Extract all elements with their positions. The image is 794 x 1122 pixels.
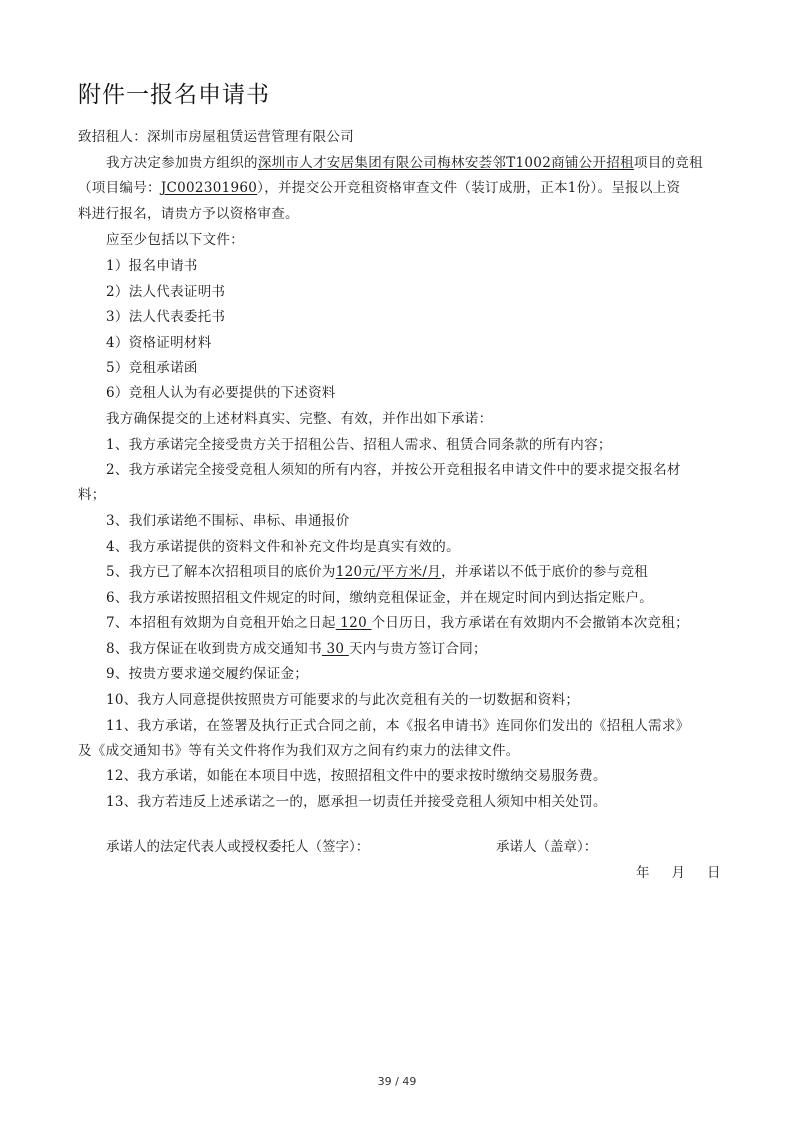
intro-suffix: 项目的竞租 [633, 155, 703, 171]
item5-prefix: 5、我方已了解本次招租项目的底价为 [106, 564, 336, 580]
contract-days: 30 [321, 641, 349, 657]
intro-line-3: 料进行报名，请贵方予以资格审查。 [78, 206, 299, 222]
intro-line-1 [106, 151, 703, 171]
item7-suffix: 个日历日，我方承诺在有效期内不会撤销本次竞租； [371, 615, 689, 631]
commitment-item-3: 3、我们承诺绝不围标、串标、串通报价 [106, 513, 350, 529]
commitment-item-2: 2、我方承诺完全接受竞租人须知的所有内容，并按公开竞租报名申请文件中的要求提交报名材 [106, 462, 681, 478]
page-number: 39 / 49 [377, 1075, 417, 1088]
item8-prefix: 8、我方保证在收到贵方成交通知书 [106, 641, 322, 657]
code-suffix: ），并提交公开竞租资格审查文件（装订成册，正本1份）。呈报以上资 [257, 180, 681, 196]
company-seal-label: 承诺人（盖章）： [496, 839, 598, 855]
project-code: JC002301960 [160, 180, 258, 196]
commitment-item-6: 6、我方承诺按照招租文件规定的时间，缴纳竞租保证金，并在规定时间内到达指定账户。 [106, 590, 654, 606]
commitment-item-12: 12、我方承诺，如能在本项目中选，按照招租文件中的要求按时缴纳交易服务费。 [106, 768, 607, 784]
commitment-item-10: 10、我方人同意提供按照贵方可能要求的与此次竞租有关的一切数据和资料； [106, 692, 580, 708]
date-month-label: 月 [671, 865, 685, 881]
commitment-item-9: 9、按贵方要求递交履约保证金； [106, 666, 309, 682]
organization-name: 深圳市人才安居集团有限公司 [257, 155, 438, 171]
commitment-item-4: 4、我方承诺提供的资料文件和补充文件均是真实有效的。 [106, 539, 460, 555]
commitment-item-5 [106, 560, 648, 580]
item5-suffix: ，并承诺以不低于底价的参与竞租 [441, 564, 649, 580]
validity-days: 120 [335, 615, 372, 631]
commitment-item-13: 13、我方若违反上述承诺之一的，愿承担一切责任并接受竞租人须知中相关处罚。 [106, 794, 607, 810]
item8-suffix: 天内与贵方签订合同； [348, 641, 487, 657]
document-title: 附件一报名申请书 [78, 82, 270, 108]
commitment-item-11-cont: 及《成交通知书》等有关文件将作为我们双方之间有约束力的法律文件。 [78, 743, 520, 759]
intro-line-2 [78, 176, 680, 196]
date-line [636, 861, 721, 881]
addressee: 致招租人：深圳市房屋租赁运营管理有限公司 [78, 129, 354, 145]
intro-prefix: 我方决定参加贵方组织的 [106, 155, 258, 171]
item7-prefix: 7、本招租有效期为自竞租开始之日起 [106, 615, 336, 631]
file-item: 1）报名申请书 [106, 258, 198, 274]
file-item: 5）竞租承诺函 [106, 360, 198, 376]
commitment-item-2-cont: 料； [78, 487, 106, 503]
file-item: 6）竞租人认为有必要提供的下述资料 [106, 385, 336, 401]
base-price: 120元/平方米/月 [335, 564, 442, 580]
date-year-label: 年 [636, 865, 650, 881]
file-item: 3）法人代表委托书 [106, 309, 226, 325]
commitment-item-7 [106, 611, 689, 631]
representative-signature-label: 承诺人的法定代表人或授权委托人（签字）： [106, 839, 370, 855]
date-day-label: 日 [707, 865, 721, 881]
commitment-item-1: 1、我方承诺完全接受贵方关于招租公告、招租人需求、租赁合同条款的所有内容； [106, 437, 612, 453]
file-item: 2）法人代表证明书 [106, 284, 226, 300]
code-prefix: （项目编号： [78, 180, 161, 196]
commitment-item-11: 11、我方承诺，在签署及执行正式合同之前，本《报名申请书》连同你们发出的《招租人需求》 [106, 718, 690, 734]
file-item: 4）资格证明材料 [106, 335, 212, 351]
files-intro: 应至少包括以下文件： [106, 232, 244, 248]
project-name: 梅林安荟邻T1002商铺公开招租 [437, 155, 634, 171]
commitment-item-8 [106, 637, 487, 657]
commitment-intro: 我方确保提交的上述材料真实、完整、有效，并作出如下承诺： [106, 411, 493, 427]
